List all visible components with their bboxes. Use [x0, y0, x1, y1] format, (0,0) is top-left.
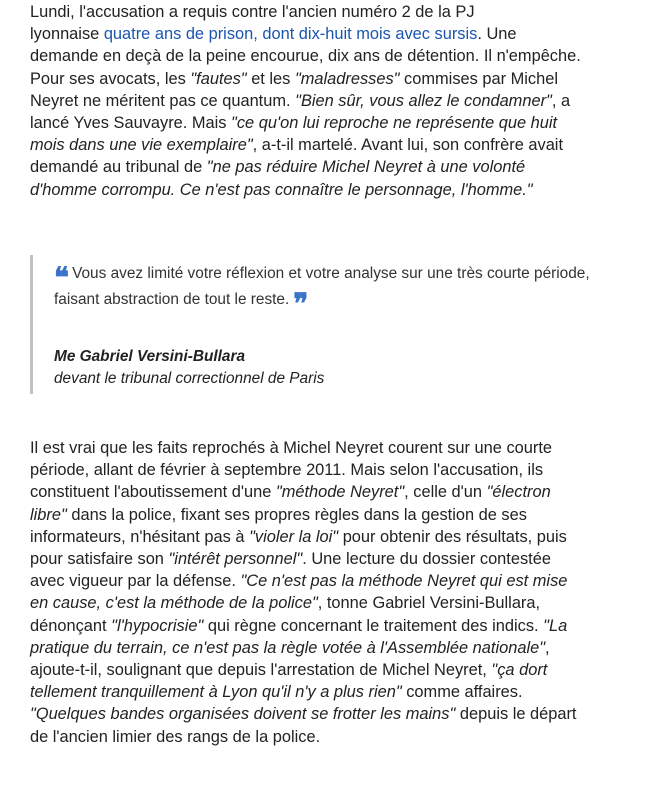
text-line: Lundi, l'accusation a requis contre l'ancien numéro 2 de la PJ: [30, 3, 475, 21]
quoted-text: "maladresses": [294, 69, 400, 88]
quoted-text: "méthode Neyret": [275, 483, 405, 502]
paragraph-requisition: [30, 1, 630, 201]
quoted-text: "La: [543, 616, 568, 635]
text-line: en cause, c'est la méthode de la police", tonne Gabriel Versini-Bullara,: [30, 594, 541, 613]
quoted-text: "intérêt personnel": [168, 550, 303, 569]
quote-text: [54, 261, 614, 320]
quoted-text: "Quelques bandes organisées doivent se frotter les mains": [30, 705, 456, 724]
text-line: avec vigueur par la défense. "Ce n'est pas la méthode Neyret qui est mise: [30, 572, 568, 591]
quoted-text: d'homme corrompu. Ce n'est pas connaître le personnage, l'homme.": [30, 180, 533, 199]
text-line: Pour ses avocats, les "fautes" et les "maladresses" commises par Michel: [30, 69, 558, 88]
text-line: de l'ancien limier des rangs de la police.: [30, 727, 321, 746]
text-line: demandé au tribunal de "ne pas réduire Michel Neyret à une volonté: [30, 158, 526, 177]
sentence-link[interactable]: quatre ans de prison, dont dix-huit mois avec sursis: [103, 25, 478, 44]
text-line: lyonnaise quatre ans de prison, dont dix-huit mois avec sursis. Une: [30, 25, 517, 44]
quoted-text: "ce qu'on lui reproche ne représente que huit: [231, 114, 558, 133]
text-line: informateurs, n'hésitant pas à "violer la loi" pour obtenir des résultats, puis: [30, 527, 567, 546]
text-line: lancé Yves Sauvayre. Mais "ce qu'on lui reproche ne représente que huit: [30, 114, 558, 133]
text-line: ajoute-t-il, soulignant que depuis l'arrestation de Michel Neyret, "ça dort: [30, 661, 548, 680]
quoted-text: tellement tranquillement à Lyon qu'il n'y a plus rien": [30, 683, 402, 702]
quoted-text: "Ce n'est pas la méthode Neyret qui est mise: [240, 572, 568, 591]
quoted-text: en cause, c'est la méthode de la police": [30, 594, 318, 613]
text-line: libre" dans la police, fixant ses propres règles dans la gestion de ses: [30, 505, 527, 524]
quote-line: ❝ Vous avez limité votre réflexion et votre analyse sur une très courte période,: [54, 261, 590, 294]
quoted-text: "ça dort: [491, 661, 548, 680]
text-line: demande en deçà de la peine encourue, dix ans de détention. Il n'empêche.: [30, 47, 581, 66]
pull-quote: [30, 255, 623, 394]
text-line: constituent l'aboutissement d'une "méthode Neyret", celle d'un "électron: [30, 483, 551, 502]
quoted-text: "ne pas réduire Michel Neyret à une volonté: [206, 158, 526, 177]
text-line: pour satisfaire son "intérêt personnel". Une lecture du dossier contestée: [30, 550, 551, 569]
quoted-text: "violer la loi": [249, 527, 339, 546]
text-line: pratique du terrain, ce n'est pas la règle votée à l'Assemblée nationale",: [30, 638, 550, 657]
quoted-text: "l'hypocrisie": [111, 616, 204, 635]
quoted-text: pratique du terrain, ce n'est pas la règle votée à l'Assemblée nationale": [30, 638, 546, 657]
quote-author: Me Gabriel Versini-Bullara: [54, 348, 246, 365]
text-line: "Quelques bandes organisées doivent se frotter les mains" depuis le départ: [30, 705, 577, 724]
quoted-text: "Bien sûr, vous allez le condamner": [295, 91, 552, 110]
quoted-text: "fautes": [190, 69, 247, 88]
text-line: mois dans une vie exemplaire", a-t-il martelé. Avant lui, son confrère avait: [30, 136, 564, 155]
text-line: Il est vrai que les faits reprochés à Michel Neyret courent sur une courte: [30, 439, 553, 457]
quoted-text: libre": [30, 505, 67, 524]
text-line: période, allant de février à septembre 2011. Mais selon l'accusation, ils: [30, 461, 544, 480]
quote-line: faisant abstraction de tout le reste. ❞: [54, 287, 309, 320]
quote-author-context: devant le tribunal correctionnel de Paris: [54, 370, 325, 387]
text-line: Neyret ne méritent pas ce quantum. "Bien sûr, vous allez le condamner", a: [30, 91, 571, 110]
text-line: tellement tranquillement à Lyon qu'il n'y a plus rien" comme affaires.: [30, 683, 523, 702]
text-line: [30, 179, 630, 201]
text-line: dénonçant "l'hypocrisie" qui règne concernant le traitement des indics. "La: [30, 616, 568, 635]
paragraph-accusation: [30, 437, 630, 748]
quoted-text: "électron: [486, 483, 551, 502]
quoted-text: mois dans une vie exemplaire": [30, 136, 253, 155]
